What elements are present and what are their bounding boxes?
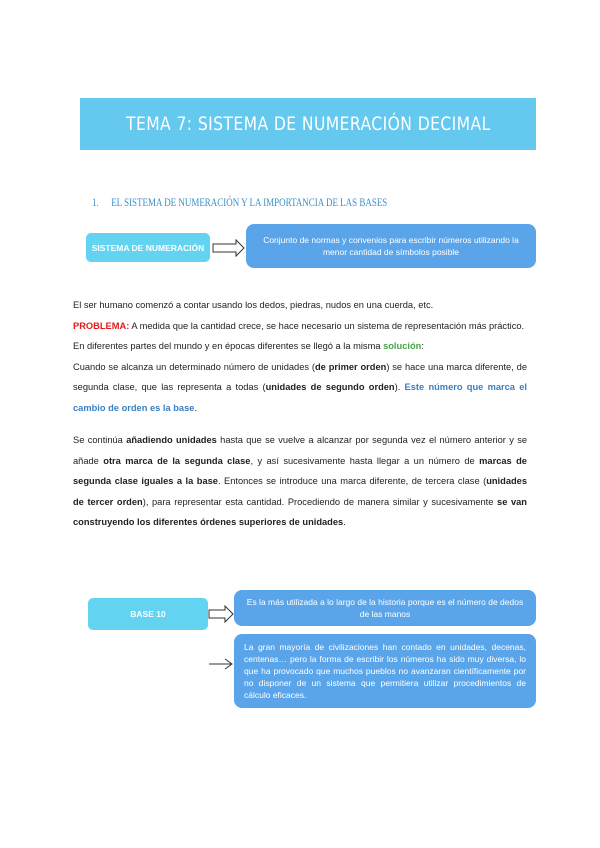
p5-i: ), para representar esta cantidad. Procediendo de manera similar y sucesivamente xyxy=(142,496,498,507)
page-title: TEMA 7: SISTEMA DE NUMERACIÓN DECIMAL xyxy=(125,113,491,135)
fact1-box xyxy=(234,590,536,626)
arrow-right-icon xyxy=(212,238,246,258)
p4-b: de primer orden xyxy=(315,361,387,372)
p5-j: se van construyendo los diferentes órdenes superiores de unidades xyxy=(73,496,527,527)
definition-text: Conjunto de normas y convenios para escribir números utilizando la menor cantidad de símbolos posible xyxy=(263,235,519,257)
p3-end: : xyxy=(421,341,424,351)
p3-text: En diferentes partes del mundo y en épocas diferentes se llegó a la misma xyxy=(73,341,384,351)
arrow-right-icon xyxy=(208,605,234,623)
section-heading xyxy=(92,197,387,209)
arrow-right-icon xyxy=(208,656,234,672)
sistema-numeracion-box xyxy=(86,233,210,262)
p5-e: , y así sucesivamente hasta llegar a un número de xyxy=(250,455,480,466)
problema-text: A medida que la cantidad crece, se hace necesario un sistema de representación más práctico. xyxy=(129,320,525,331)
section-title: EL SISTEMA DE NUMERACIÓN Y LA IMPORTANCIA DE LAS BASES xyxy=(111,197,388,209)
p5-d: otra marca de la segunda clase xyxy=(103,455,251,466)
second-paragraph xyxy=(73,430,527,533)
definition-box xyxy=(246,224,536,268)
base-definition: Este número que marca el cambio de orden es la base xyxy=(73,382,527,413)
p4-c: ) se hace una marca diferente, de segunda clase, que las representa a todas ( xyxy=(73,361,527,392)
title-banner xyxy=(80,98,536,150)
p4 xyxy=(73,357,527,419)
solucion-word: solución xyxy=(383,341,422,351)
section-number: 1. xyxy=(92,197,99,209)
p5-k: . xyxy=(343,517,346,527)
p4-a: Cuando se alcanza un determinado número de unidades ( xyxy=(73,361,315,372)
p3 xyxy=(73,336,527,357)
p5-g: . Entonces se introduce una marca diferente, de tercera clase ( xyxy=(217,476,487,486)
p4-e: ). xyxy=(394,382,405,392)
problema-label: PROBLEMA: xyxy=(73,320,130,331)
fact2-text: La gran mayoría de civilizaciones han contado en unidades, decenas, centenas… pero la forma de escribir los números ha sido muy diversa, lo que ha provocado que muchos pueblos no avanzaran científicamente por no disponer de un sistema que permitiera utilizar procedimientos de cálculo eficaces. xyxy=(244,642,526,700)
p4-d: unidades de segundo orden xyxy=(265,382,395,392)
p2 xyxy=(73,316,527,337)
base-10-box xyxy=(88,598,208,630)
base-10-label: BASE 10 xyxy=(130,609,166,619)
p5-h: unidades de tercer orden xyxy=(73,476,528,507)
fact1-text: Es la más utilizada a lo largo de la historia porque es el número de dedos de las manos xyxy=(246,597,524,619)
p5-b: añadiendo unidades xyxy=(126,435,217,445)
p5-f: marcas de segunda clase iguales a la base xyxy=(73,455,527,486)
p4-g: . xyxy=(194,402,198,413)
p5-c: hasta que se vuelve a alcanzar por segunda vez el número anterior y se añade xyxy=(73,435,528,466)
intro-paragraph xyxy=(73,295,527,418)
fact2-box xyxy=(234,634,536,708)
sistema-numeracion-label: SISTEMA DE NUMERACIÓN xyxy=(91,242,205,253)
p1: El ser humano comenzó a contar usando los dedos, piedras, nudos en una cuerda, etc. xyxy=(73,300,434,310)
p5-a: Se continúa xyxy=(73,435,127,445)
